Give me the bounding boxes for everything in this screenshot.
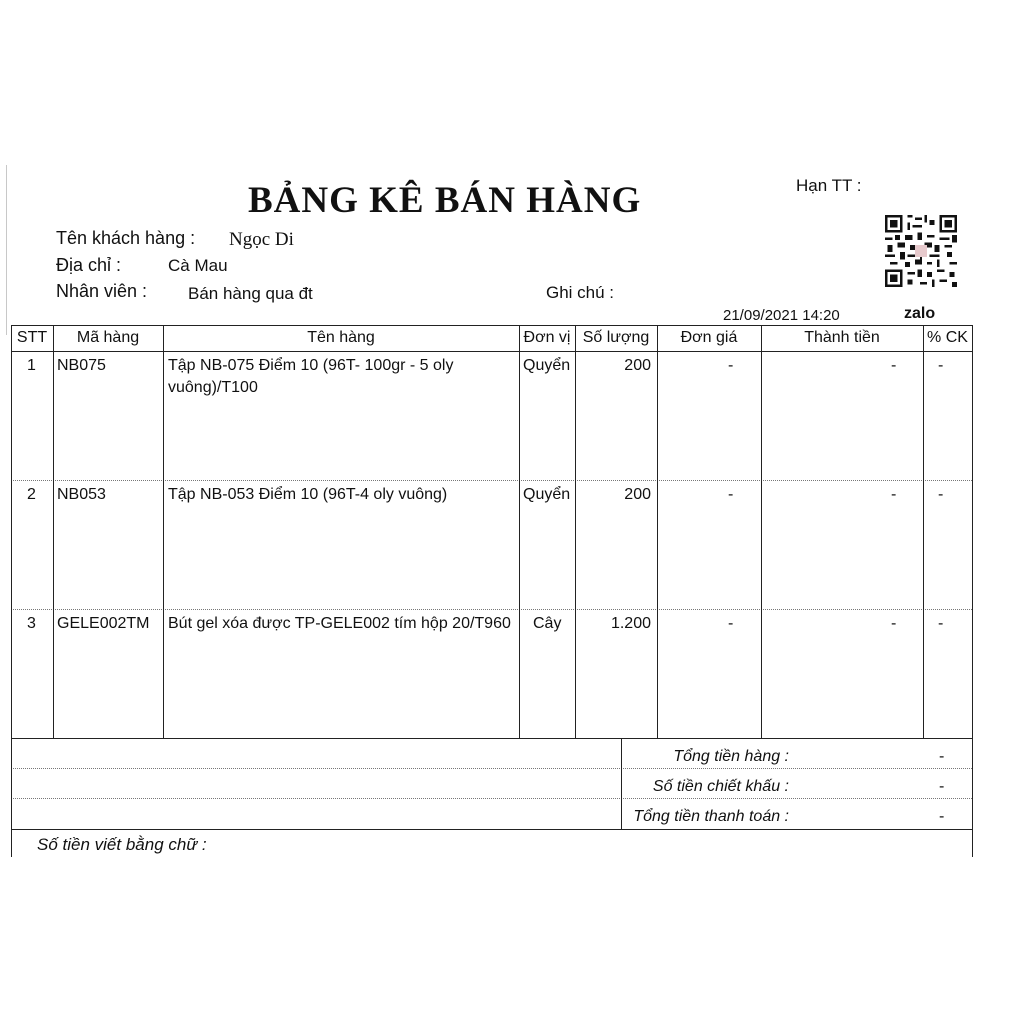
header-ck: % CK	[927, 329, 968, 346]
row2-total: -	[891, 486, 897, 503]
header-total: Thành tiền	[804, 329, 880, 346]
row3-code: GELE002TM	[57, 615, 150, 632]
row1-total: -	[891, 357, 897, 374]
header-price: Đơn giá	[680, 329, 738, 346]
page-edge	[6, 165, 7, 335]
due-date-label: Hạn TT :	[796, 176, 862, 195]
sales-sheet	[0, 165, 1024, 857]
row1-unit: Quyển	[523, 357, 571, 374]
customer-label: Tên khách hàng :	[56, 228, 196, 248]
staff-label: Nhân viên :	[56, 281, 148, 301]
row2-name: Tập NB-053 Điểm 10 (96T-4 oly vuông)	[168, 486, 448, 503]
header-name: Tên hàng	[307, 329, 375, 346]
header-qty: Số lượng	[582, 329, 650, 346]
header-unit: Đơn vị	[523, 329, 571, 346]
payment-label: Tổng tiền thanh toán :	[633, 808, 789, 825]
qr-code-icon	[880, 215, 962, 287]
row1-ck: -	[938, 357, 944, 374]
row3-price: -	[728, 615, 734, 632]
sales-table	[11, 325, 972, 857]
row1-qty: 200	[624, 357, 651, 374]
document-title: BẢNG KÊ BÁN HÀNG	[248, 180, 642, 221]
row3-total: -	[891, 615, 897, 632]
staff-value: Bán hàng qua đt	[188, 284, 313, 303]
row3-stt: 3	[27, 615, 36, 632]
row2-qty: 200	[624, 486, 651, 503]
row1-stt: 1	[27, 357, 36, 374]
discount-value: -	[939, 778, 945, 795]
discount-label: Số tiền chiết khấu :	[652, 778, 789, 795]
note-label: Ghi chú :	[546, 283, 615, 302]
address-value: Cà Mau	[168, 256, 228, 275]
address-label: Địa chỉ :	[56, 255, 122, 275]
header-stt: STT	[16, 329, 48, 346]
row1-price: -	[728, 357, 734, 374]
total-goods-label: Tổng tiền hàng :	[673, 748, 789, 765]
header-code: Mã hàng	[76, 329, 140, 346]
row2-code: NB053	[57, 486, 106, 503]
row3-unit: Cây	[533, 615, 562, 632]
row1-name: Tập NB-075 Điểm 10 (96T- 100gr - 5 oly vuông)/T100	[168, 357, 454, 396]
row2-price: -	[728, 486, 734, 503]
row1-code: NB075	[57, 357, 106, 374]
row2-ck: -	[938, 486, 944, 503]
total-goods-value: -	[939, 748, 945, 765]
zalo-label: zalo	[904, 305, 936, 322]
customer-value: Ngọc Di	[229, 229, 294, 250]
amount-in-words-label: Số tiền viết bằng chữ :	[37, 835, 207, 854]
payment-value: -	[939, 808, 945, 825]
row3-name: Bút gel xóa được TP-GELE002 tím hộp 20/T960	[168, 615, 511, 632]
row2-unit: Quyển	[523, 486, 571, 503]
row3-qty: 1.200	[610, 615, 651, 632]
timestamp: 21/09/2021 14:20	[723, 307, 840, 324]
row3-ck: -	[938, 615, 944, 632]
row2-stt: 2	[27, 486, 36, 503]
